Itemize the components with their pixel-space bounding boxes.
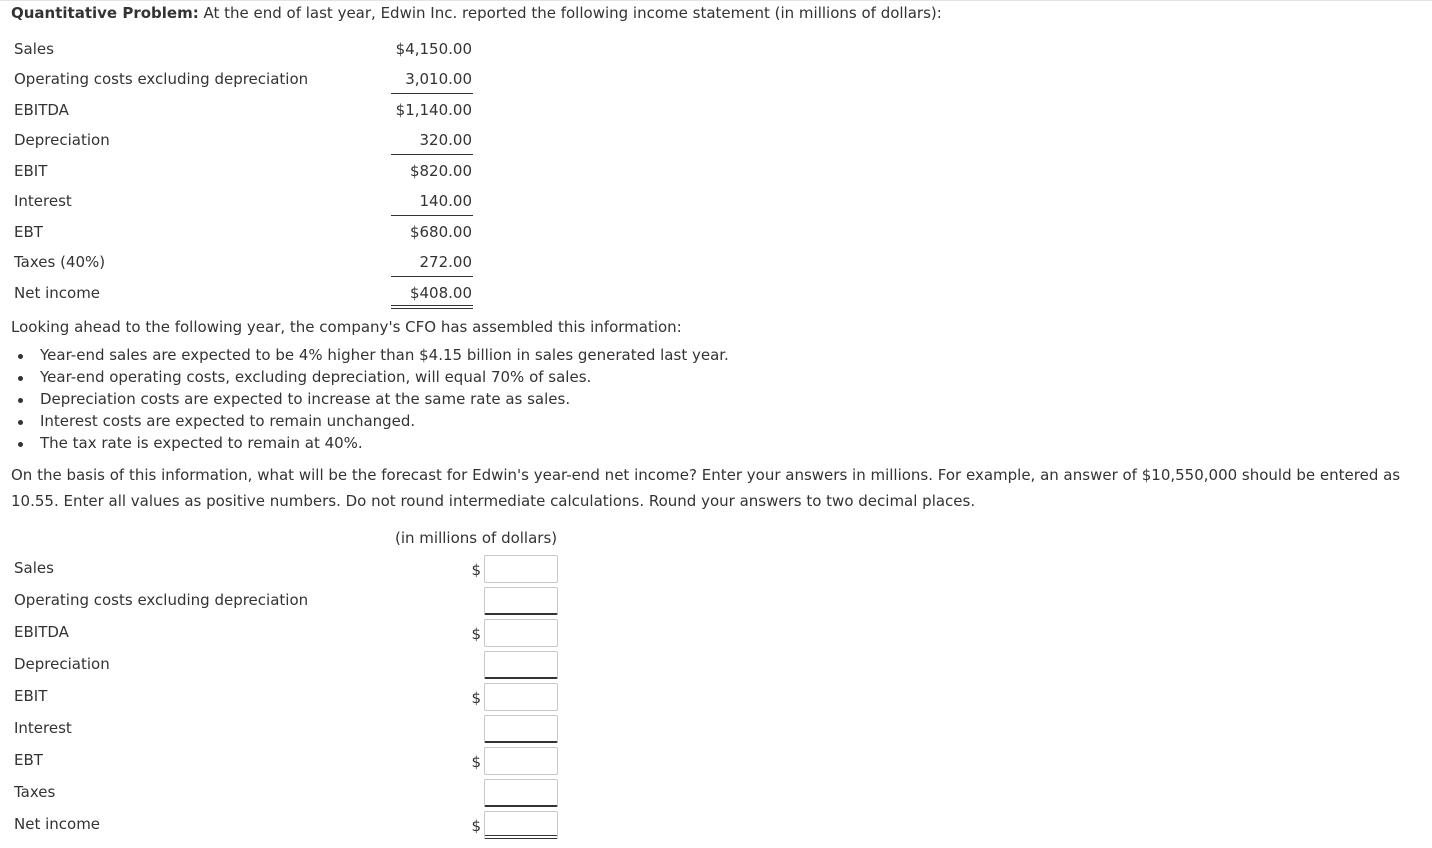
currency-symbol: $ (471, 625, 481, 643)
statement-value: $680.00 (409, 223, 472, 241)
list-item-text: Year-end operating costs, excluding depreciation, will equal 70% of sales. (40, 368, 592, 386)
forecast-label: Sales (14, 559, 54, 577)
problem-heading-text: At the end of last year, Edwin Inc. reported the following income statement (in millions of dollars): (198, 4, 942, 22)
list-item-text: The tax rate is expected to remain at 40%. (40, 434, 363, 452)
subtotal-rule (391, 154, 473, 155)
statement-row-ebit (14, 158, 484, 188)
forecast-row-operating-costs (14, 587, 574, 619)
sales-input[interactable] (484, 555, 558, 583)
forecast-row-interest (14, 715, 574, 747)
bullet-icon (18, 376, 23, 381)
currency-symbol: $ (471, 689, 481, 707)
list-item-text: Year-end sales are expected to be 4% higher than $4.15 billion in sales generated last year. (40, 346, 729, 364)
forecast-row-depreciation (14, 651, 574, 683)
list-item-text: Depreciation costs are expected to increase at the same rate as sales. (40, 390, 571, 408)
total-double-rule (391, 305, 473, 309)
list-item (14, 412, 729, 434)
statement-value: $820.00 (409, 162, 472, 180)
forecast-row-ebit (14, 683, 574, 715)
currency-symbol: $ (471, 561, 481, 579)
forecast-label: EBIT (14, 687, 48, 705)
statement-label: EBT (14, 223, 43, 241)
problem-heading-bold: Quantitative Problem: (11, 4, 199, 22)
subtotal-rule (391, 276, 473, 277)
statement-row-operating-costs (14, 66, 484, 96)
forecast-label: Taxes (14, 783, 56, 801)
forecast-label: Interest (14, 719, 72, 737)
depreciation-input[interactable] (484, 651, 558, 679)
top-divider (0, 0, 1432, 1)
currency-symbol: $ (471, 817, 481, 835)
statement-row-taxes (14, 249, 484, 279)
ebitda-input[interactable] (484, 619, 558, 647)
ebit-input[interactable] (484, 683, 558, 711)
statement-value: $408.00 (409, 284, 472, 302)
list-item-text: Interest costs are expected to remain unchanged. (40, 412, 416, 430)
assumption-list (14, 346, 729, 456)
statement-label: Net income (14, 284, 101, 302)
statement-row-sales (14, 36, 484, 66)
statement-label: Operating costs excluding depreciation (14, 70, 309, 88)
list-item (14, 346, 729, 368)
unit-header: (in millions of dollars) (395, 529, 558, 547)
forecast-row-ebt (14, 747, 574, 779)
ebt-input[interactable] (484, 747, 558, 775)
statement-label: Interest (14, 192, 72, 210)
taxes-input[interactable] (484, 779, 558, 807)
forecast-label: Operating costs excluding depreciation (14, 591, 309, 609)
list-item (14, 434, 729, 456)
forecast-label: EBITDA (14, 623, 69, 641)
statement-value: $1,140.00 (395, 101, 472, 119)
statement-label: Taxes (40%) (14, 253, 106, 271)
subtotal-rule (391, 215, 473, 216)
list-item (14, 368, 729, 390)
statement-label: EBITDA (14, 101, 69, 119)
forecast-row-sales (14, 555, 574, 587)
operating-costs-input[interactable] (484, 587, 558, 615)
lookahead-text: Looking ahead to the following year, the company's CFO has assembled this information: (11, 318, 682, 336)
statement-value: 140.00 (419, 192, 472, 210)
problem-heading (11, 4, 942, 22)
statement-value: $4,150.00 (395, 40, 472, 58)
statement-label: EBIT (14, 162, 48, 180)
subtotal-rule (391, 93, 473, 94)
statement-value: 272.00 (419, 253, 472, 271)
bullet-icon (18, 398, 23, 403)
forecast-label: EBT (14, 751, 43, 769)
statement-row-ebitda (14, 97, 484, 127)
forecast-row-taxes (14, 779, 574, 811)
statement-value: 320.00 (419, 131, 472, 149)
statement-label: Sales (14, 40, 54, 58)
bullet-icon (18, 442, 23, 447)
statement-row-depreciation (14, 127, 484, 157)
forecast-row-net-income (14, 811, 574, 843)
bullet-icon (18, 354, 23, 359)
statement-label: Depreciation (14, 131, 110, 149)
statement-row-ebt (14, 219, 484, 249)
statement-value: 3,010.00 (405, 70, 472, 88)
bullet-icon (18, 420, 23, 425)
statement-row-interest (14, 188, 484, 218)
forecast-row-ebitda (14, 619, 574, 651)
net-income-input[interactable] (484, 811, 558, 839)
forecast-label: Depreciation (14, 655, 110, 673)
currency-symbol: $ (471, 753, 481, 771)
interest-input[interactable] (484, 715, 558, 743)
list-item (14, 390, 729, 412)
forecast-label: Net income (14, 815, 101, 833)
question-text: On the basis of this information, what will be the forecast for Edwin's year-end net income? Enter your answers in millions. For example, an answer of $10,550,000 should be entered as 10.55. Enter all values as positive numbers. Do not round intermediate calculations. Round your answers to two decimal places. (11, 466, 1401, 510)
